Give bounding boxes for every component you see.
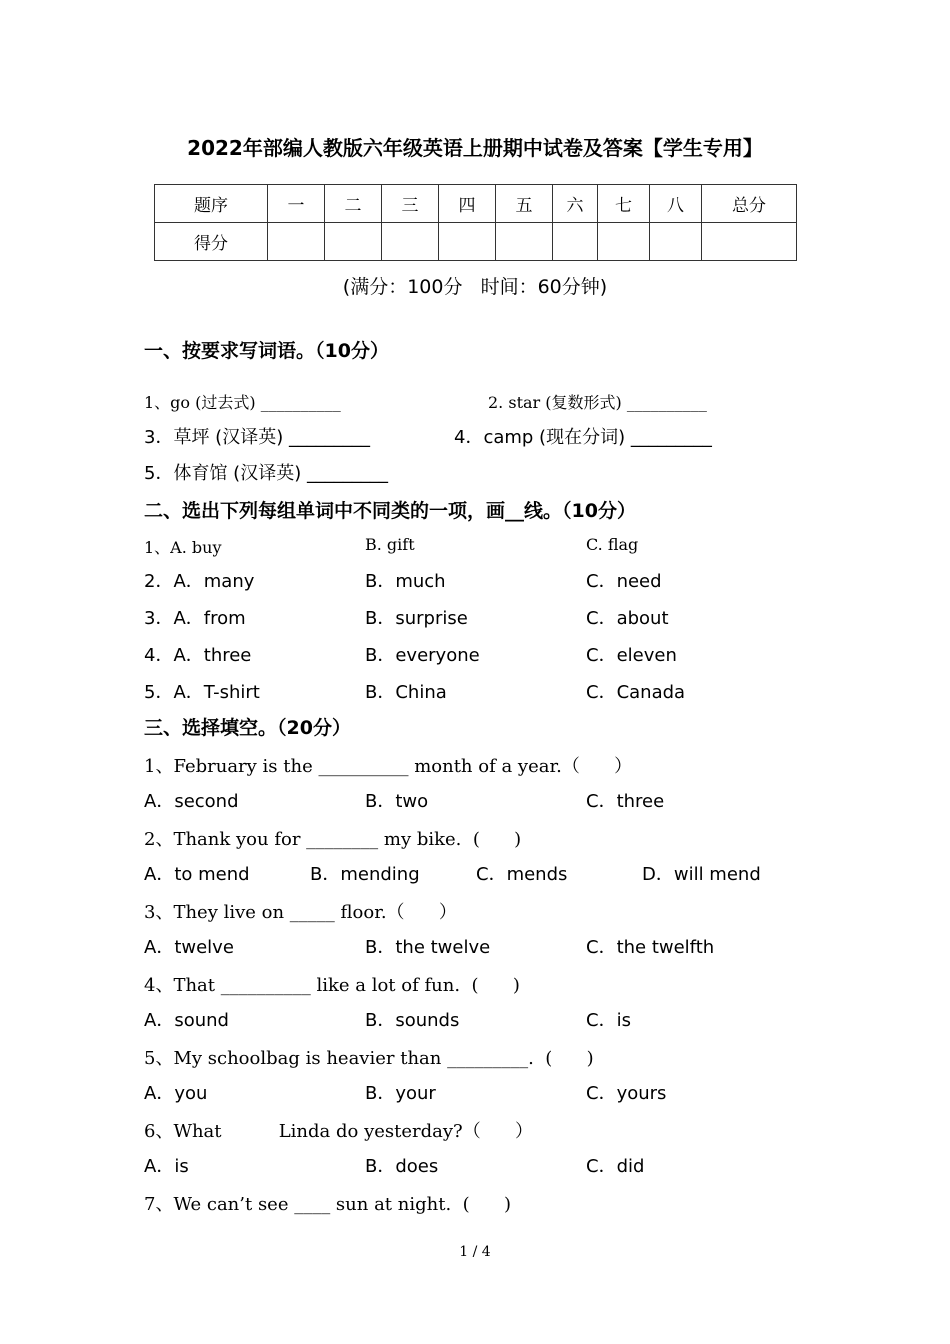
option-text: C．is [586, 1010, 631, 1031]
question-1-3: 3．草坪 (汉译英) _________ [144, 427, 370, 448]
option-text: C．did [586, 1156, 645, 1177]
score-cell [598, 223, 650, 261]
option-text: C．Canada [586, 682, 686, 703]
option-text: B．much [365, 571, 446, 592]
question-3-4: 4、That __________ like a lot of fun. ( ) [144, 975, 520, 996]
score-header-cell: 四 [439, 185, 496, 223]
option-text: C．mends [476, 864, 568, 885]
option-text: B．does [365, 1156, 439, 1177]
score-table-header-row [155, 185, 797, 223]
option-text: C．yours [586, 1083, 667, 1104]
score-cell [382, 223, 439, 261]
score-header-cell: 七 [598, 185, 650, 223]
score-cell [325, 223, 382, 261]
question-3-2: 2、Thank you for ________ my bike. ( ) [144, 829, 522, 850]
option-text: D．will mend [642, 864, 761, 885]
option-text: B．China [365, 682, 447, 703]
option-text: B．two [365, 791, 429, 812]
option-text: B．surprise [365, 608, 468, 629]
score-row-label: 得分 [155, 223, 268, 261]
option-text: B. gift [365, 535, 415, 554]
option-text: C．three [586, 791, 665, 812]
question-3-7: 7、We can’t see ____ sun at night. ( ) [144, 1194, 511, 1215]
section-3-heading: 三、选择填空。（20分） [144, 717, 351, 739]
option-text: C．eleven [586, 645, 677, 666]
page-title: 2022年部编人教版六年级英语上册期中试卷及答案【学生专用】 [187, 136, 763, 160]
score-header-cell: 题序 [155, 185, 268, 223]
option-text: A．second [144, 791, 239, 812]
option-text: A．you [144, 1083, 208, 1104]
option-text: C. flag [586, 535, 639, 554]
score-table [154, 184, 797, 261]
question-3-3: 3、They live on _____ floor.（ ） [144, 902, 457, 923]
question-3-6: 6、What Linda do yesterday?（ ） [144, 1121, 534, 1142]
option-text: C．the twelfth [586, 937, 715, 958]
score-cell [702, 223, 797, 261]
option-text: C．need [586, 571, 662, 592]
score-cell [553, 223, 598, 261]
score-cell [650, 223, 702, 261]
option-text: 4．A．three [144, 645, 252, 666]
option-text: B．the twelve [365, 937, 491, 958]
option-text: 2．A．many [144, 571, 255, 592]
option-text: B．everyone [365, 645, 480, 666]
page-number: 1 / 4 [459, 1244, 491, 1260]
section-1-heading: 一、按要求写词语。（10分） [144, 340, 389, 362]
score-table-score-row [155, 223, 797, 261]
question-1-4: 4．camp (现在分词) _________ [454, 427, 712, 448]
option-text: A．is [144, 1156, 189, 1177]
option-text: C．about [586, 608, 669, 629]
option-text: 5．A．T-shirt [144, 682, 260, 703]
score-cell [439, 223, 496, 261]
score-header-cell: 八 [650, 185, 702, 223]
question-1-2: 2. star (复数形式) __________ [488, 393, 707, 412]
option-text: B．mending [310, 864, 420, 885]
score-header-cell: 二 [325, 185, 382, 223]
score-cell [496, 223, 553, 261]
score-cell [268, 223, 325, 261]
option-text: 3．A．from [144, 608, 246, 629]
question-1-1: 1、go (过去式) __________ [144, 393, 341, 412]
option-text: A．to mend [144, 864, 250, 885]
option-text: A．sound [144, 1010, 229, 1031]
option-text: 1、A. buy [144, 538, 222, 557]
option-text: A．twelve [144, 937, 234, 958]
question-3-1: 1、February is the __________ month of a year.（ ） [144, 756, 633, 777]
option-text: B．your [365, 1083, 436, 1104]
question-3-5: 5、My schoolbag is heavier than _________. ( ) [144, 1048, 594, 1069]
score-header-cell: 三 [382, 185, 439, 223]
score-header-cell: 总分 [702, 185, 797, 223]
score-header-cell: 一 [268, 185, 325, 223]
score-header-cell: 六 [553, 185, 598, 223]
section-2-heading: 二、选出下列每组单词中不同类的一项，画__线。（10分） [144, 500, 636, 522]
exam-info: (满分：100分 时间：60分钟) [342, 276, 608, 298]
score-header-cell: 五 [496, 185, 553, 223]
option-text: B．sounds [365, 1010, 460, 1031]
question-1-5: 5．体育馆 (汉译英) _________ [144, 463, 388, 484]
